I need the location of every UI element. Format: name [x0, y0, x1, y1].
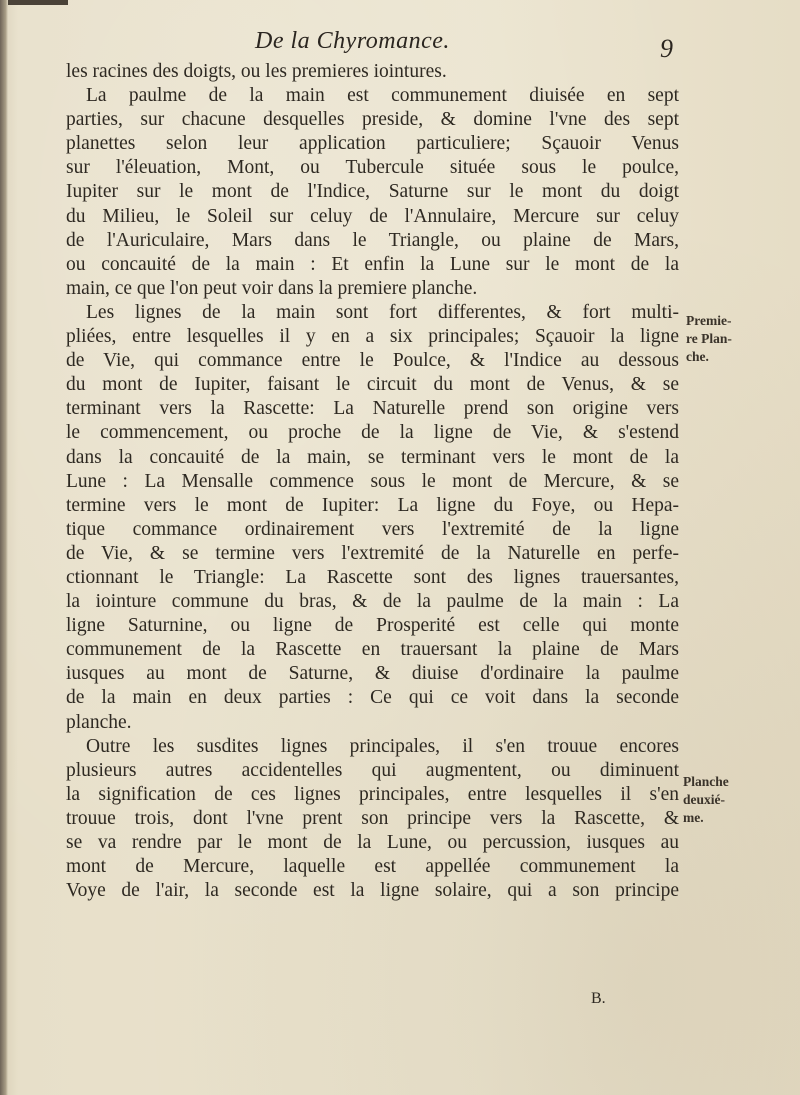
- text-line: dans la concauité de la main, se terminant vers le mont de la: [66, 446, 679, 468]
- text-line: main, ce que l'on peut voir dans la premiere planche.: [66, 277, 478, 299]
- text-line: de la main en deux parties : Ce qui ce voit dans la seconde: [66, 687, 679, 709]
- text-line: Lune : La Mensalle commence sous le mont de Mercure, & se: [66, 470, 679, 492]
- text-line: de Vie, & se termine vers l'extremité de la Naturelle en perfe-: [66, 542, 679, 564]
- text-line: du mont de Iupiter, faisant le circuit du mont de Venus, & se: [66, 374, 679, 396]
- text-line: se va rendre par le mont de la Lune, ou percussion, iusques au: [66, 832, 679, 853]
- text-line: communement de la Rascette en trauersant la plaine de Mars: [66, 639, 679, 661]
- margin-note-line: re Plan-: [686, 331, 732, 346]
- text-line: Outre les susdites lignes principales, il s'en trouue encores: [86, 735, 679, 757]
- margin-note-line: deuxié-: [683, 792, 725, 807]
- top-edge-mark: [8, 0, 68, 5]
- margin-note-line: Premie-: [686, 313, 732, 328]
- running-head: De la Chyromance.: [255, 28, 450, 54]
- text-line: planche.: [66, 711, 132, 733]
- text-line: iusques au mont de Saturne, & diuise d'ordinaire la paulme: [66, 663, 679, 685]
- text-line: Les lignes de la main sont fort differentes, & fort multi-: [86, 301, 679, 323]
- text-line: trouue trois, dont l'vne prent son principe vers la Rascette, &: [66, 807, 679, 829]
- margin-note-line: che.: [686, 349, 709, 364]
- text-line: La paulme de la main est communement diuisée en sept: [86, 85, 679, 107]
- text-line: de Vie, qui commance entre le Poulce, & l'Indice au dessous: [66, 350, 679, 372]
- text-line: pliées, entre lesquelles il y en a six principales; Sçauoir la ligne: [66, 326, 679, 348]
- text-line: ou concauité de la main : Et enfin la Lune sur le mont de la: [66, 253, 679, 275]
- margin-note-line: me.: [683, 810, 704, 825]
- body-text: [66, 60, 679, 903]
- margin-note-line: Planche: [683, 774, 729, 789]
- margin-note-second-plate: [683, 773, 729, 827]
- signature-mark: B.: [591, 990, 606, 1007]
- text-line: plusieurs autres accidentelles qui augmentent, ou diminuent: [66, 759, 679, 781]
- text-line: la iointure commune du bras, & de la paulme de la main : La: [66, 591, 679, 613]
- text-line: planettes selon leur application particuliere; Sçauoir Venus: [66, 133, 679, 155]
- text-line: termine vers le mont de Iupiter: La ligne du Foye, ou Hepa-: [66, 494, 679, 516]
- text-line: ctionnant le Triangle: La Rascette sont des lignes trauersantes,: [66, 566, 679, 588]
- text-line: terminant vers la Rascette: La Naturelle prend son origine vers: [66, 398, 679, 420]
- text-line: le commencement, ou proche de la ligne de Vie, & s'estend: [66, 422, 679, 444]
- text-line: mont de Mercure, laquelle est appellée communement la: [66, 856, 679, 878]
- margin-note-first-plate: [686, 312, 732, 366]
- text-line: ligne Saturnine, ou ligne de Prosperité est celle qui monte: [66, 615, 679, 637]
- text-line: de l'Auriculaire, Mars dans le Triangle, ou plaine de Mars,: [66, 229, 679, 251]
- text-line: Voye de l'air, la seconde est la ligne solaire, qui a son principe: [66, 880, 679, 902]
- text-line: Iupiter sur le mont de l'Indice, Saturne sur le mont du doigt: [66, 181, 679, 203]
- binding-edge: [0, 0, 8, 1095]
- text-line: la signification de ces lignes principales, entre lesquelles il s'en: [66, 783, 679, 805]
- text-line: parties, sur chacune desquelles preside, & domine l'vne des sept: [66, 109, 679, 131]
- text-line: les racines des doigts, ou les premieres iointures.: [66, 61, 447, 82]
- text-line: tique commance ordinairement vers l'extremité de la ligne: [66, 518, 679, 540]
- text-line: sur l'éleuation, Mont, ou Tubercule située sous le poulce,: [66, 157, 679, 179]
- page-number: 9: [660, 34, 673, 63]
- text-line: du Milieu, le Soleil sur celuy de l'Annulaire, Mercure sur celuy: [66, 205, 679, 227]
